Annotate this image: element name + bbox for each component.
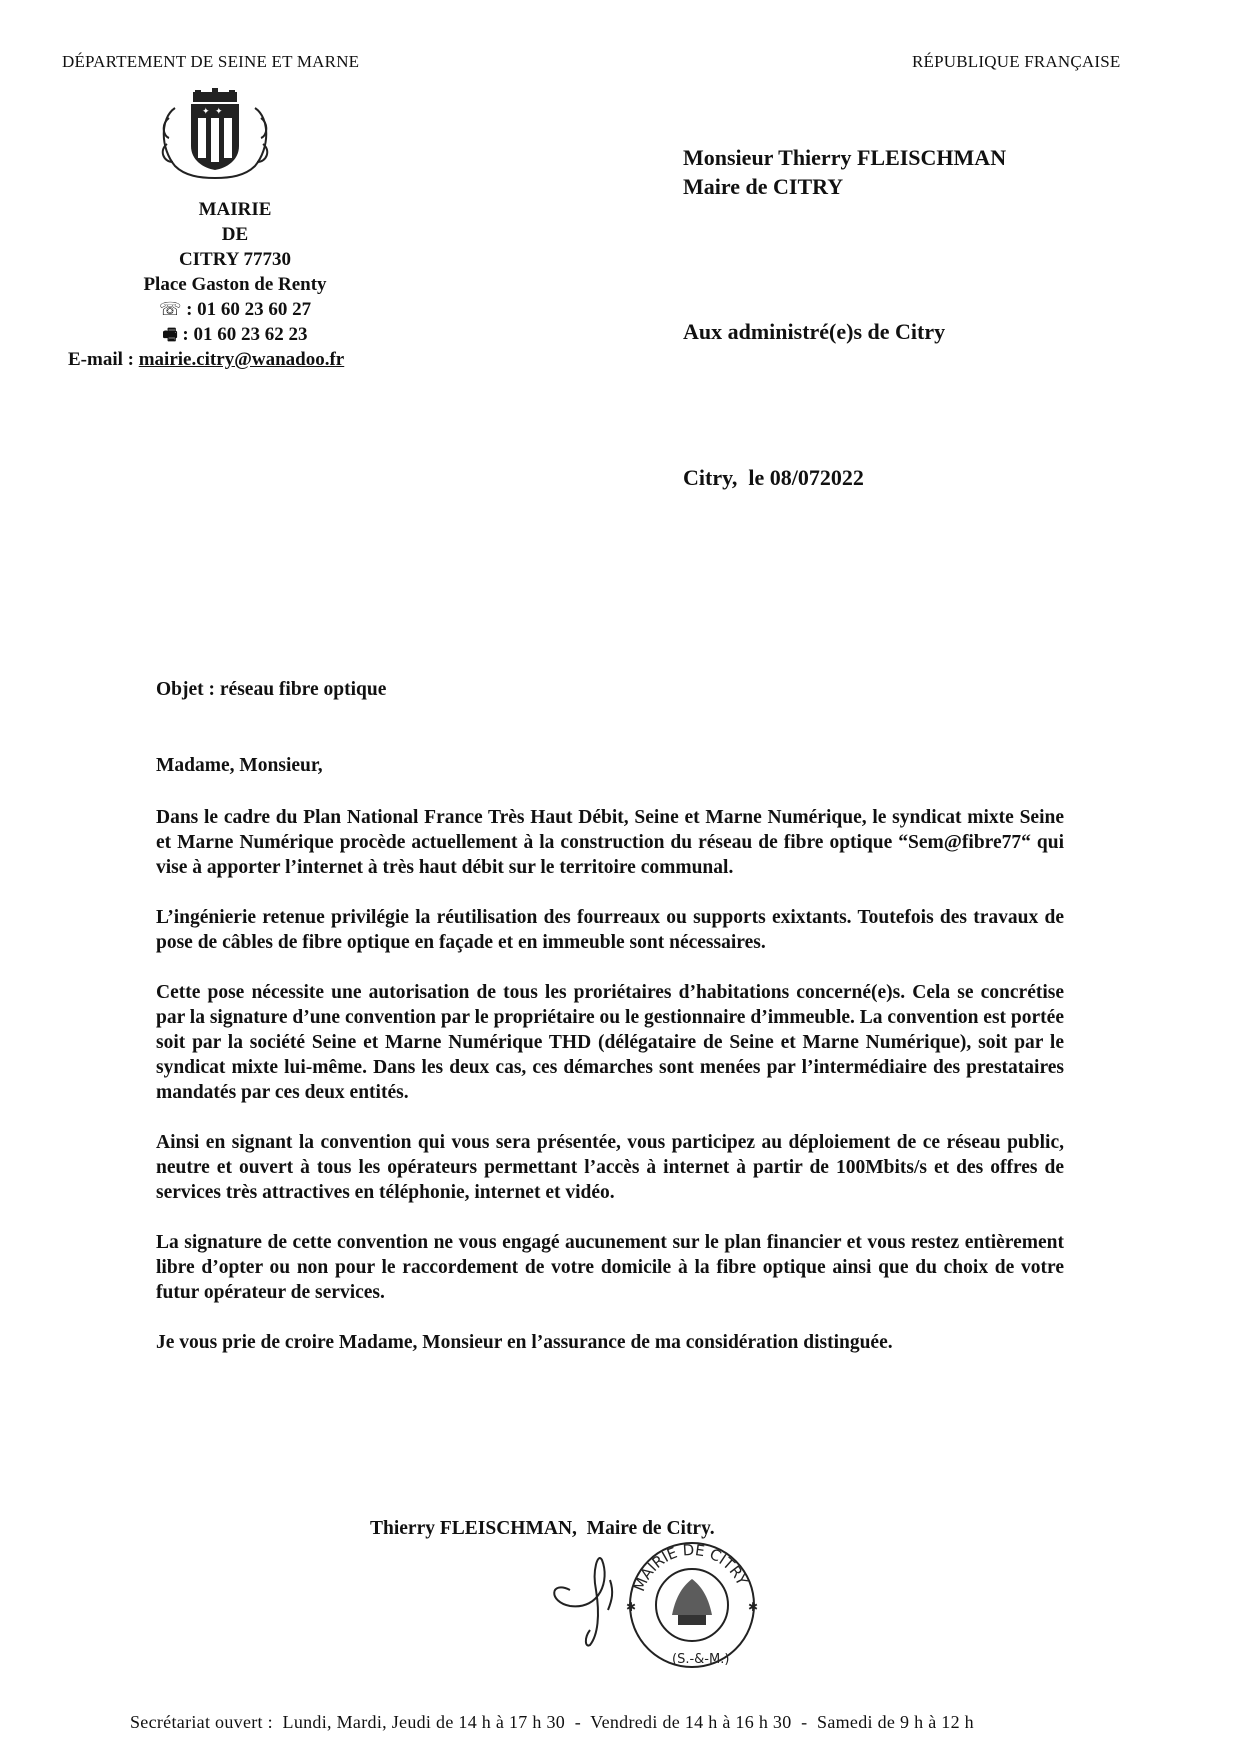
mairie-address-block	[60, 197, 410, 372]
paragraph-6: Je vous prie de croire Madame, Monsieur en l’assurance de ma considération distinguée.	[156, 1332, 893, 1353]
paragraph-1: Dans le cadre du Plan National France Très Haut Débit, Seine et Marne Numérique, le syndicat mixte Seine et Marne Numérique procède actuellement à la construction du réseau de fibre optique “Sem@fibre77“ qui vise à apporter l’internet à très haut débit sur le territoire communal.	[156, 807, 1064, 878]
phone-number: : 01 60 23 60 27	[186, 299, 312, 320]
letter-subject: Objet : réseau fibre optique	[156, 679, 387, 700]
sender-name: Monsieur Thierry FLEISCHMAN	[683, 145, 1007, 170]
department-header: DÉPARTEMENT DE SEINE ET MARNE	[62, 52, 360, 71]
stamp-text-bottom: (S.-&-M.)	[672, 1652, 730, 1667]
svg-text:✱: ✱	[626, 1600, 637, 1614]
official-stamp	[620, 1535, 765, 1675]
paragraph-5: La signature de cette convention ne vous engagé aucunement sur le plan financier et vous restez entièrement libre d’opter ou non pour le raccordement de votre domicile à la fibre optique ainsi que du choix de votre futur opérateur de services.	[156, 1232, 1064, 1303]
paragraph-3: Cette pose nécessite une autorisation de tous les proriétaires d’habitations concerné(e)s. Cela se concrétise par la signature d’une convention par le propriétaire ou le gestionnaire d’immeuble. La convention est portée soit par la société Seine et Marne Numérique THD (délégataire de Seine et Marne Numérique), soit par le syndicat mixte lui-même. Dans les deux cas, ces démarches sont menées par l’intermédiaire des prestataires mandatés par ces deux entités.	[156, 982, 1064, 1103]
mairie-line-1: MAIRIE	[198, 199, 272, 220]
fax-icon: 🖷	[162, 325, 178, 344]
email-link[interactable]: mairie.citry@wanadoo.fr	[138, 349, 345, 370]
place-date: Citry, le 08/072022	[683, 465, 864, 490]
coat-of-arms-logo	[155, 88, 275, 180]
svg-text:✦: ✦	[202, 107, 210, 117]
republic-header: RÉPUBLIQUE FRANÇAISE	[912, 52, 1121, 71]
email-line	[68, 347, 410, 372]
paragraph-4: Ainsi en signant la convention qui vous sera présentée, vous participez au déploiement de ce réseau public, neutre et ouvert à tous les opérateurs permettant l’accès à internet à partir de 100Mbits/s et des offres de services très attractives en téléphonie, internet et vidéo.	[156, 1132, 1064, 1203]
fax-line	[60, 322, 410, 347]
svg-text:✦: ✦	[215, 107, 223, 117]
letter-body	[156, 805, 1064, 1380]
sender-title: Maire de CITRY	[683, 174, 844, 199]
phone-line	[60, 297, 410, 322]
mairie-address: Place Gaston de Renty	[143, 274, 327, 295]
paragraph-2: L’ingénierie retenue privilégie la réutilisation des fourreaux ou supports exixtants. Toutefois des travaux de pose de câbles de fibre optique en façade et en immeuble sont nécessaires.	[156, 907, 1064, 953]
svg-text:✱: ✱	[748, 1600, 759, 1614]
email-label: E-mail :	[68, 349, 134, 370]
letter-salutation: Madame, Monsieur,	[156, 755, 323, 776]
mairie-line-3: CITRY 77730	[178, 249, 292, 270]
stamp-text-top: MAIRIE DE CITRY	[630, 1540, 752, 1594]
fax-number: : 01 60 23 62 23	[182, 324, 308, 345]
signature-line: Thierry FLEISCHMAN, Maire de Citry.	[370, 1518, 715, 1539]
mairie-line-2: DE	[221, 224, 249, 245]
addressee: Aux administré(e)s de Citry	[683, 319, 946, 344]
phone-icon: ☏	[158, 299, 182, 320]
opening-hours-footer: Secrétariat ouvert : Lundi, Mardi, Jeudi de 14 h à 17 h 30 - Vendredi de 14 h à 16 h 30 - Samedi de 9 h à 12 h	[130, 1712, 974, 1732]
